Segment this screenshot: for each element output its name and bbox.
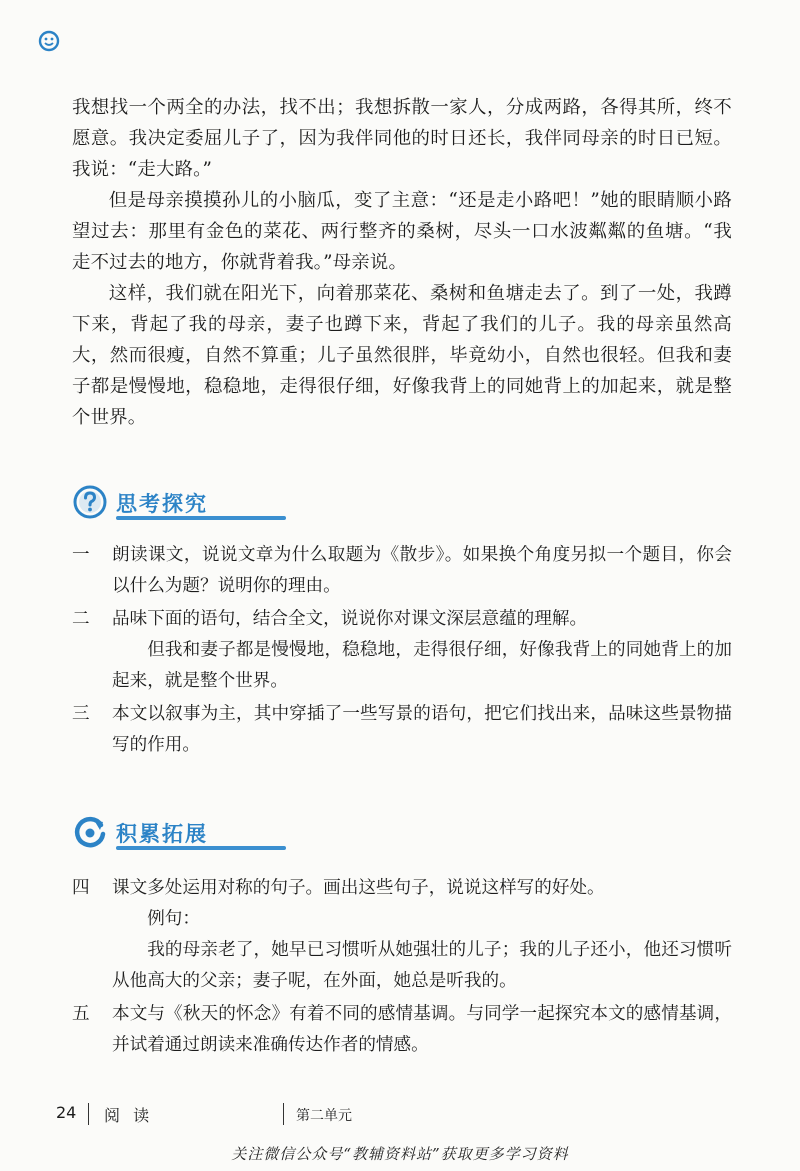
question-list-think [72,540,732,763]
watermark-text: 关注微信公众号“教辅资料站”获取更多学习资料 [231,1145,569,1163]
question-number: 三 [72,704,90,724]
question-mark-icon [72,484,108,520]
footer-divider [283,1103,284,1125]
question-item [72,999,732,1061]
question-list-extend [72,873,732,1063]
question-text: 课文多处运用对称的句子。画出这些句子，说说这样写的好处。 [112,878,605,898]
question-number: 二 [72,609,90,629]
question-text: 品味下面的语句，结合全文，说说你对课文深层意蕴的理解。 [112,609,588,629]
section-label: 阅 读 [104,1106,154,1125]
question-quote: 但我和妻子都是慢慢地，稳稳地，走得很仔细，好像我背上的同她背上的加起来，就是整个世界。 [112,640,732,691]
refresh-arrow-icon [72,814,108,850]
smiley-icon [38,30,60,52]
section-heading-extend [72,814,232,854]
passage [72,92,732,433]
question-number: 四 [72,878,90,898]
example-label: 例句： [147,909,200,929]
section-title: 积累拓展 [116,822,208,846]
question-text: 本文与《秋天的怀念》有着不同的感情基调。与同学一起探究本文的感情基调，并试着通过朗读来准确传达作者的情感。 [112,1004,732,1055]
question-number: 一 [72,545,90,565]
passage-paragraph: 我想找一个两全的办法，找不出；我想拆散一家人，分成两路，各得其所，终不愿意。我决定委屈儿子了，因为我伴同他的时日还长，我伴同母亲的时日已短。我说：“走大路。” [72,97,732,180]
question-item [72,540,732,602]
question-quote: 我的母亲老了，她早已习惯听从她强壮的儿子；我的儿子还小，他还习惯听从他高大的父亲；妻子呢，在外面，她总是听我的。 [112,940,732,991]
passage-paragraph: 但是母亲摸摸孙儿的小脑瓜，变了主意：“还是走小路吧！”她的眼睛顺小路望过去：那里有金色的菜花、两行整齐的桑树，尽头一口水波粼粼的鱼塘。“我走不过去的地方，你就背着我。”母亲说。 [72,190,732,273]
question-item [72,604,732,697]
passage-paragraph: 这样，我们就在阳光下，向着那菜花、桑树和鱼塘走去了。到了一处，我蹲下来，背起了我的母亲，妻子也蹲下来，背起了我们的儿子。我的母亲虽然高大，然而很瘦，自然不算重；儿子虽然很胖，毕竟幼小，自然也很轻。但我和妻子都是慢慢地，稳稳地，走得很仔细，好像我背上的同她背上的加起来，就是整个世界。 [72,283,732,428]
title-underline [116,516,286,520]
section-heading-think [72,484,232,524]
unit-label: 第二单元 [296,1108,352,1124]
question-text: 朗读课文，说说文章为什么取题为《散步》。如果换个角度另拟一个题目，你会以什么为题？说明你的理由。 [112,545,732,596]
question-item [72,873,732,997]
page-footer [0,1095,800,1135]
footer-divider [88,1103,89,1125]
page-number: 24 [56,1103,77,1122]
question-text: 本文以叙事为主，其中穿插了一些写景的语句，把它们找出来，品味这些景物描写的作用。 [112,704,732,755]
question-number: 五 [72,1004,90,1024]
section-title: 思考探究 [116,492,208,516]
question-item [72,699,732,761]
title-underline [116,846,286,850]
